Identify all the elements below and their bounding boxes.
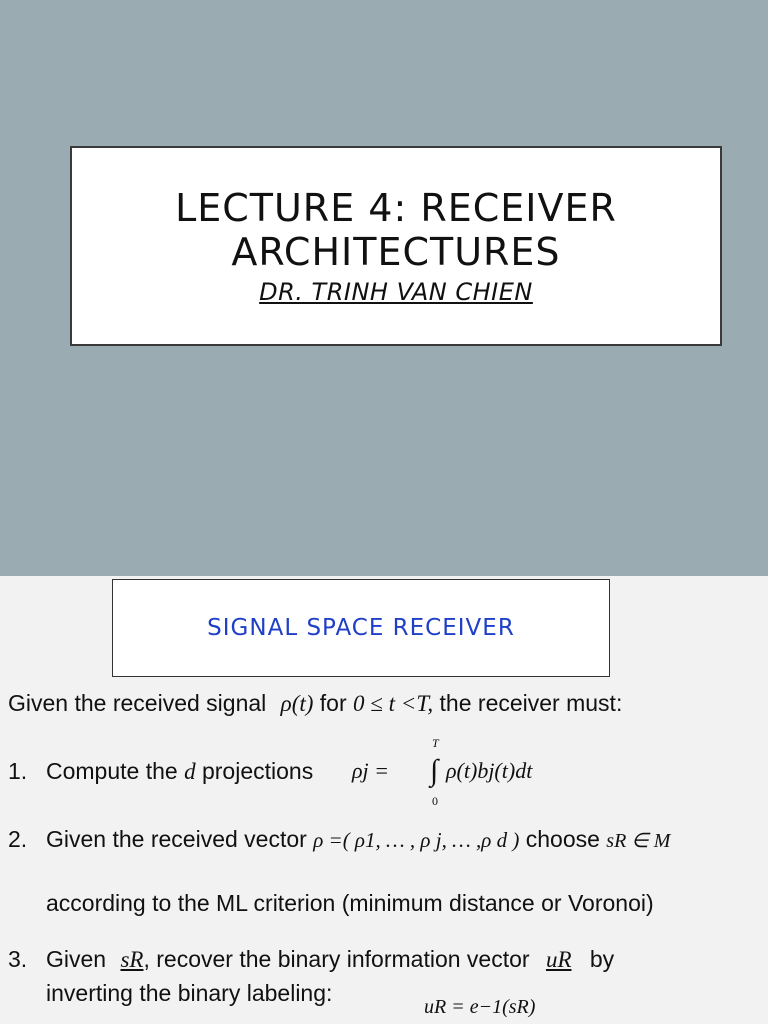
step-2-sR: sR ∈ M: [606, 830, 671, 852]
slide-heading: SIGNAL SPACE RECEIVER: [207, 615, 515, 641]
title-line-1: LECTURE 4: RECEIVER: [175, 186, 617, 230]
content-slide: [0, 576, 768, 1024]
upper-limit: T: [432, 736, 439, 750]
title-line-2: ARCHITECTURES: [231, 230, 561, 274]
received-vector: ρ =( ρ1, … , ρ j, … ,ρ d ): [313, 828, 520, 852]
step-1-d: d: [184, 759, 196, 784]
heading-box: [112, 579, 610, 677]
intro-text-b: for: [319, 690, 347, 716]
projection-integrand: ρ(t)bj(t)dt: [446, 758, 533, 783]
intro-text-a: Given the received signal: [8, 690, 267, 716]
title-box: [70, 146, 722, 346]
step-2-number: 2.: [8, 826, 28, 852]
step-1-number: 1.: [8, 758, 28, 784]
step-3: [8, 946, 614, 973]
step-2-text-c: according to the ML criterion (minimum distance or Voronoi): [46, 890, 654, 916]
step-3-number: 3.: [8, 946, 28, 972]
step-1-text-a: Compute the: [46, 758, 178, 784]
author-subtitle: DR. TRINH VAN CHIEN: [259, 278, 533, 306]
step-3-text-b: , recover the binary information vector: [143, 946, 530, 972]
step-3-text-c: by: [589, 946, 615, 972]
intro-text-c: the receiver must:: [439, 690, 623, 716]
time-range: 0 ≤ t <T,: [353, 691, 434, 716]
step-1-text-b: projections: [201, 758, 314, 784]
step-3-sR: sR: [120, 947, 144, 972]
step-2-text-b: choose: [525, 826, 600, 852]
signal-symbol: ρ(t): [280, 691, 314, 716]
step-3-text-a: Given: [46, 946, 107, 972]
intro-line: [8, 690, 622, 717]
integral-sign: ∫: [430, 754, 439, 787]
step-3-uR: uR: [545, 947, 572, 972]
inverse-labeling-formula: uR = e−1(sR): [424, 996, 536, 1018]
projection-lhs: ρj =: [352, 758, 390, 783]
step-1: [8, 758, 313, 785]
step-2: [8, 826, 670, 853]
step-3-text-d: inverting the binary labeling:: [46, 980, 333, 1006]
step-2-text-a: Given the received vector: [46, 826, 307, 852]
lower-limit: 0: [432, 794, 438, 808]
